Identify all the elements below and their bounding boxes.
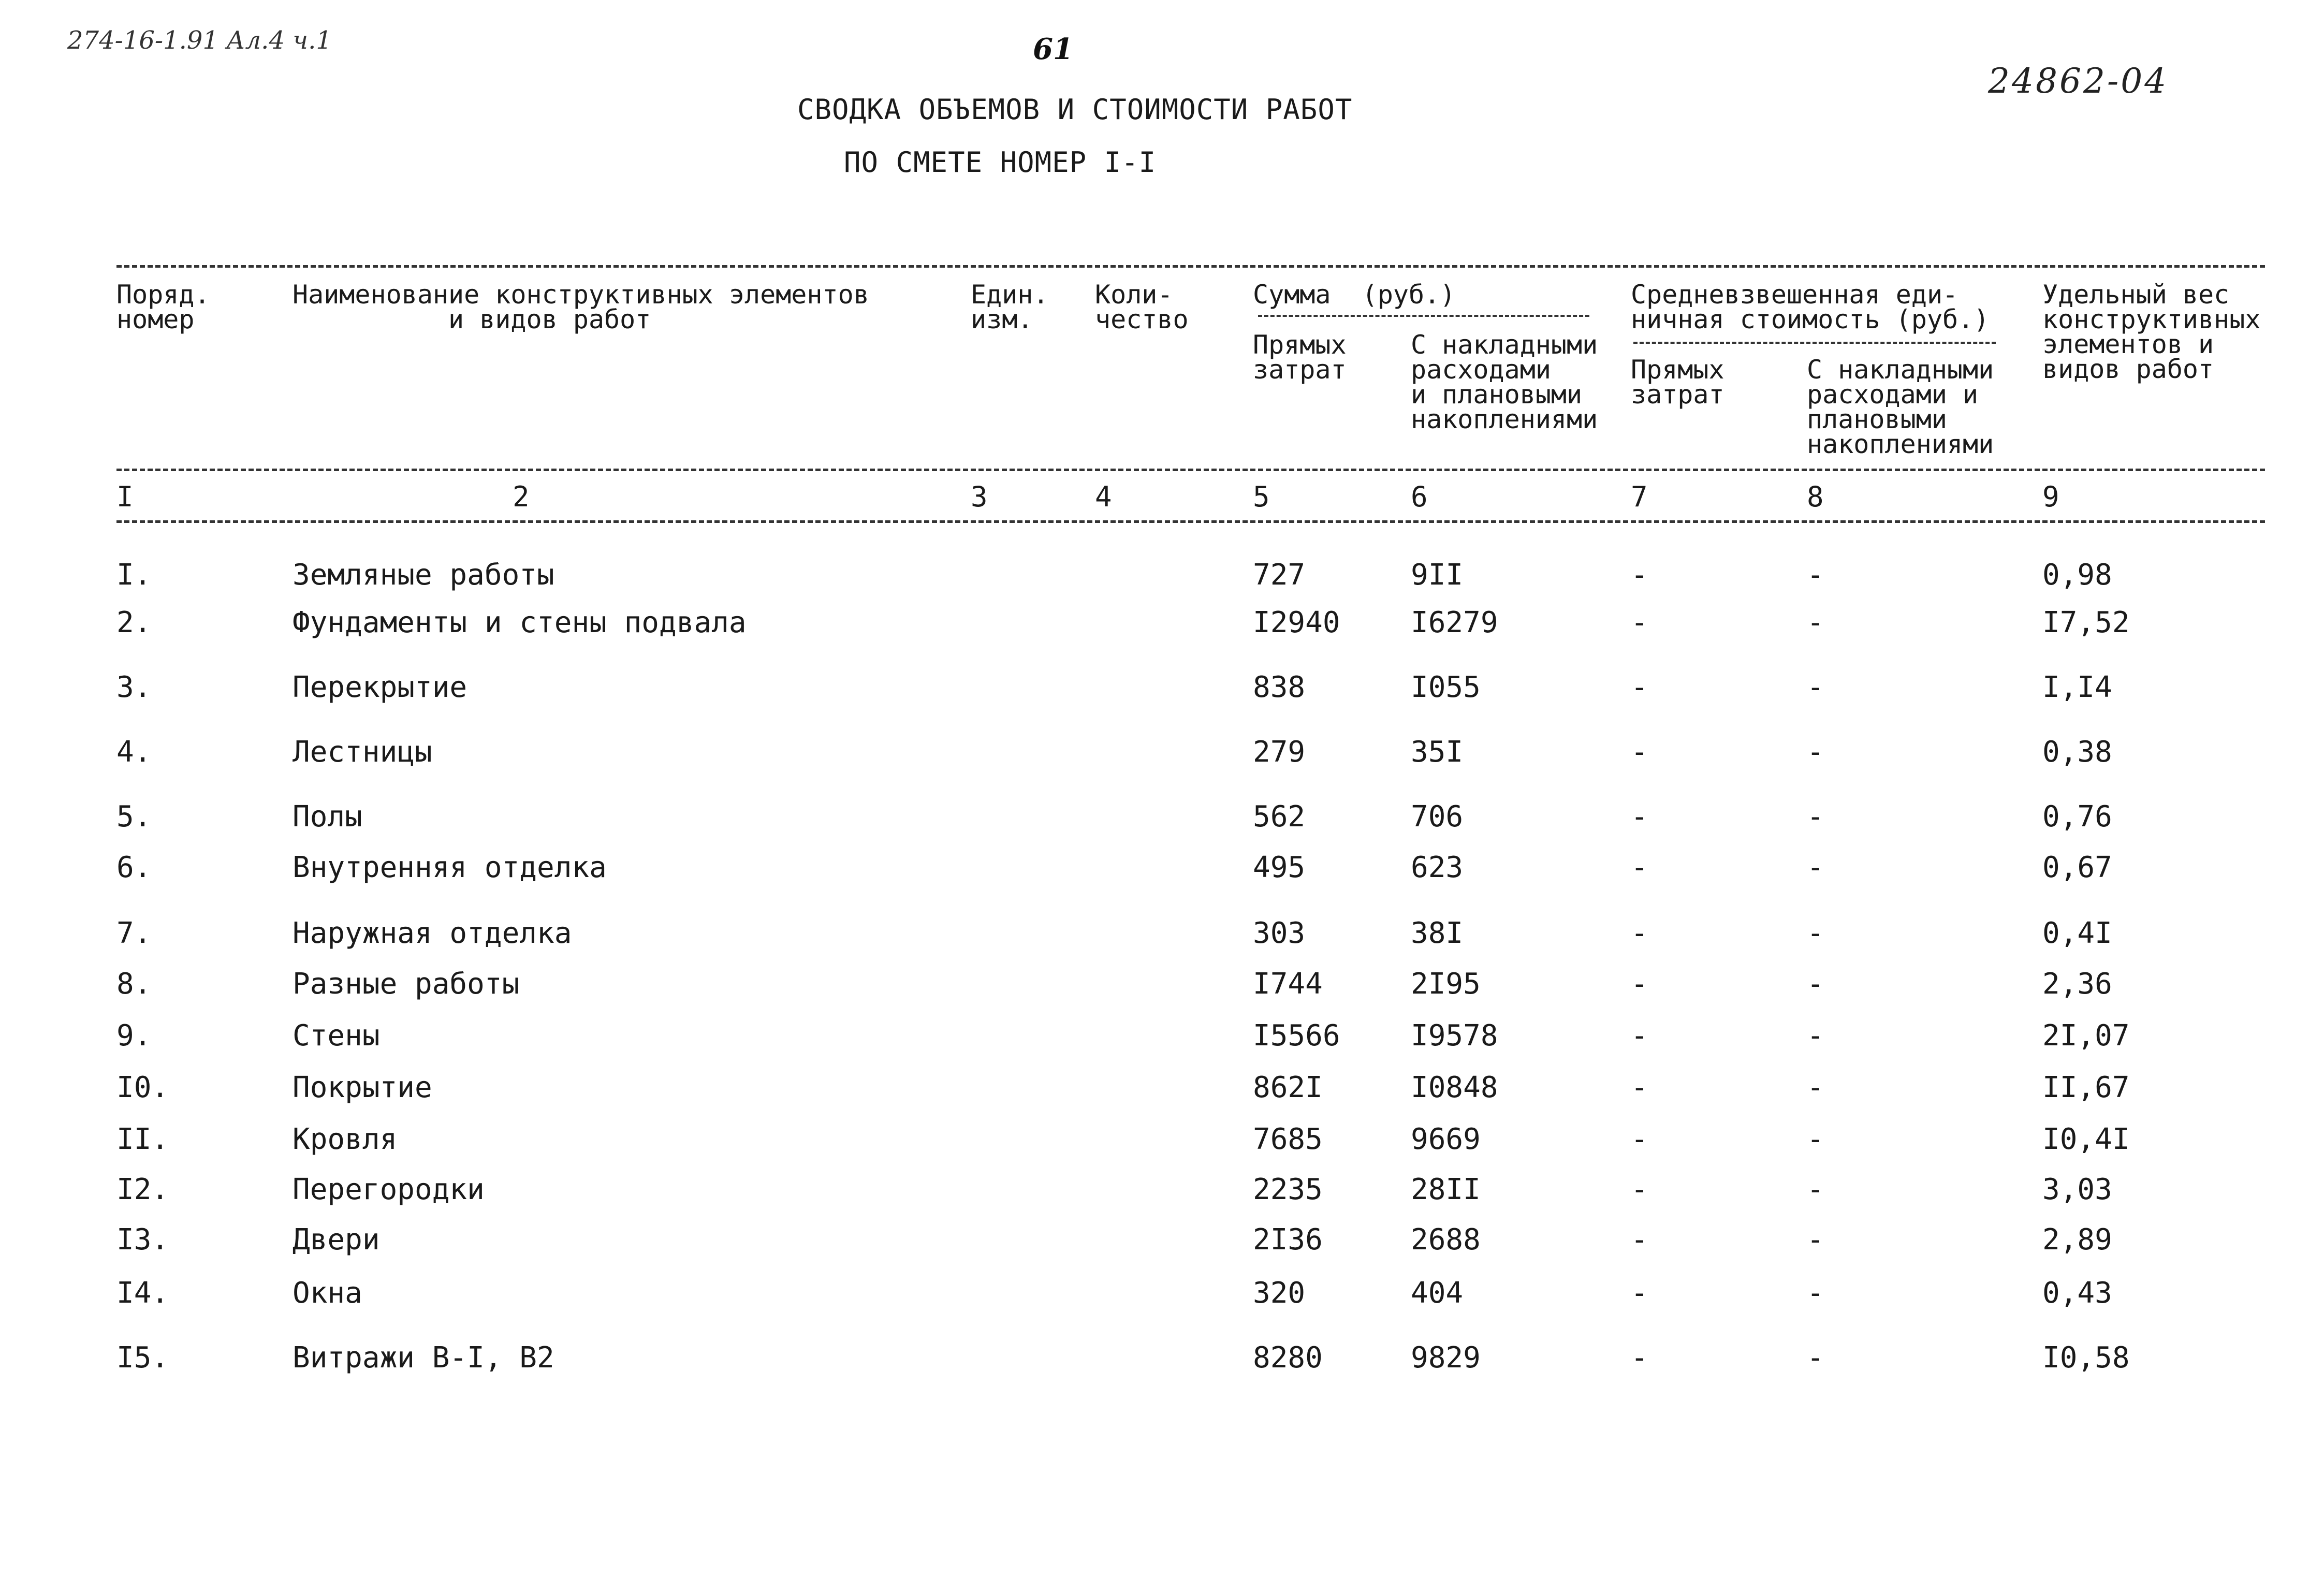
row-name: Двери <box>293 1223 380 1257</box>
row-name: Полы <box>293 800 362 834</box>
column-number: 4 <box>1095 480 1112 513</box>
row-weight: 2,36 <box>2042 967 2112 1001</box>
avg-divider <box>1633 342 1996 344</box>
header-weight: Удельный вес конструктивных элементов и видов работ <box>2042 280 2261 384</box>
row-avg-overhead: - <box>1807 1276 1824 1310</box>
row-number: I0. <box>116 1071 169 1104</box>
row-avg-overhead: - <box>1807 800 1824 834</box>
column-number: 8 <box>1807 480 1824 513</box>
column-number: I <box>116 480 134 513</box>
row-avg-direct: - <box>1631 670 1648 704</box>
row-direct-cost: 495 <box>1253 851 1306 884</box>
row-weight: 3,03 <box>2042 1173 2112 1206</box>
row-weight: 0,76 <box>2042 800 2112 834</box>
row-overhead-cost: 9829 <box>1411 1341 1481 1375</box>
row-name: Земляные работы <box>293 558 554 592</box>
document-number: 24862-04 <box>1988 61 2169 101</box>
row-number: 7. <box>116 916 152 950</box>
row-weight: 0,38 <box>2042 735 2112 769</box>
row-avg-direct: - <box>1631 1223 1648 1257</box>
row-name: Стены <box>293 1019 380 1053</box>
row-name: Покрытие <box>293 1071 432 1104</box>
row-avg-direct: - <box>1631 1019 1648 1053</box>
row-name: Внутренняя отделка <box>293 851 607 884</box>
row-avg-overhead: - <box>1807 606 1824 639</box>
row-direct-cost: 862I <box>1253 1071 1323 1104</box>
row-avg-direct: - <box>1631 851 1648 884</box>
page-number: 61 <box>1033 32 1073 66</box>
row-number: I2. <box>116 1173 169 1206</box>
row-number: 3. <box>116 670 152 704</box>
archive-code: 274-16-1.91 Ал.4 ч.1 <box>67 26 332 55</box>
row-overhead-cost: I055 <box>1411 670 1481 704</box>
row-avg-overhead: - <box>1807 1122 1824 1156</box>
row-overhead-cost: 9669 <box>1411 1122 1481 1156</box>
row-weight: 2,89 <box>2042 1223 2112 1257</box>
row-avg-overhead: - <box>1807 916 1824 950</box>
row-direct-cost: I2940 <box>1253 606 1340 639</box>
header-top-rule <box>116 265 2265 268</box>
header-bottom-rule <box>116 520 2265 523</box>
row-weight: I0,58 <box>2042 1341 2130 1375</box>
row-weight: 0,4I <box>2042 916 2112 950</box>
row-direct-cost: 303 <box>1253 916 1306 950</box>
row-overhead-cost: 2688 <box>1411 1223 1481 1257</box>
row-name: Лестницы <box>293 735 432 769</box>
row-name: Окна <box>293 1276 362 1310</box>
row-name: Фундаменты и стены подвала <box>293 606 747 639</box>
column-number: 7 <box>1631 480 1648 513</box>
row-avg-overhead: - <box>1807 1341 1824 1375</box>
row-avg-overhead: - <box>1807 851 1824 884</box>
row-direct-cost: 8280 <box>1253 1341 1323 1375</box>
column-number: 6 <box>1411 480 1428 513</box>
row-avg-direct: - <box>1631 1071 1648 1104</box>
row-avg-direct: - <box>1631 800 1648 834</box>
document-subtitle: ПО СМЕТЕ НОМЕР I-I <box>844 146 1157 179</box>
row-direct-cost: 562 <box>1253 800 1306 834</box>
row-name: Наружная отделка <box>293 916 572 950</box>
row-number: I5. <box>116 1341 169 1375</box>
row-direct-cost: 279 <box>1253 735 1306 769</box>
row-number: II. <box>116 1122 169 1156</box>
row-weight: 2I,07 <box>2042 1019 2130 1053</box>
row-overhead-cost: 38I <box>1411 916 1464 950</box>
header-order: Поряд. номер <box>116 280 210 334</box>
column-number: 2 <box>513 480 530 513</box>
row-direct-cost: I5566 <box>1253 1019 1340 1053</box>
row-overhead-cost: 623 <box>1411 851 1464 884</box>
header-avg-direct: Прямых затрат <box>1631 355 1724 410</box>
row-weight: 0,43 <box>2042 1276 2112 1310</box>
row-avg-direct: - <box>1631 606 1648 639</box>
row-number: 4. <box>116 735 152 769</box>
row-direct-cost: 2235 <box>1253 1173 1323 1206</box>
row-weight: II,67 <box>2042 1071 2130 1104</box>
row-number: 2. <box>116 606 152 639</box>
row-overhead-cost: 404 <box>1411 1276 1464 1310</box>
row-overhead-cost: 28II <box>1411 1173 1481 1206</box>
row-weight: I7,52 <box>2042 606 2130 639</box>
row-avg-direct: - <box>1631 967 1648 1001</box>
row-number: 5. <box>116 800 152 834</box>
header-unit: Един. изм. <box>971 280 1049 334</box>
row-name: Перекрытие <box>293 670 467 704</box>
row-avg-overhead: - <box>1807 1019 1824 1053</box>
row-avg-overhead: - <box>1807 1173 1824 1206</box>
row-direct-cost: 320 <box>1253 1276 1306 1310</box>
row-number: 8. <box>116 967 152 1001</box>
row-number: 9. <box>116 1019 152 1053</box>
row-weight: 0,67 <box>2042 851 2112 884</box>
row-avg-overhead: - <box>1807 1223 1824 1257</box>
row-overhead-cost: 706 <box>1411 800 1464 834</box>
header-quantity: Коли- чество <box>1095 280 1189 334</box>
row-avg-overhead: - <box>1807 967 1824 1001</box>
row-name: Разные работы <box>293 967 520 1001</box>
row-number: 6. <box>116 851 152 884</box>
row-direct-cost: 727 <box>1253 558 1306 592</box>
row-avg-direct: - <box>1631 1276 1648 1310</box>
row-direct-cost: 2I36 <box>1253 1223 1323 1257</box>
row-avg-direct: - <box>1631 1341 1648 1375</box>
row-number: I4. <box>116 1276 169 1310</box>
row-overhead-cost: I6279 <box>1411 606 1498 639</box>
row-avg-overhead: - <box>1807 558 1824 592</box>
row-avg-overhead: - <box>1807 1071 1824 1104</box>
row-name: Перегородки <box>293 1173 485 1206</box>
row-weight: I0,4I <box>2042 1122 2130 1156</box>
row-overhead-cost: 9II <box>1411 558 1464 592</box>
row-avg-direct: - <box>1631 558 1648 592</box>
row-weight: 0,98 <box>2042 558 2112 592</box>
row-avg-direct: - <box>1631 735 1648 769</box>
header-name: Наименование конструктивных элементов и видов работ <box>293 280 869 334</box>
document-title: СВОДКА ОБЪЕМОВ И СТОИМОСТИ РАБОТ <box>797 93 1353 126</box>
row-direct-cost: I744 <box>1253 967 1323 1001</box>
row-avg-direct: - <box>1631 1122 1648 1156</box>
header-sum: Сумма (руб.) <box>1253 280 1456 310</box>
row-number: I3. <box>116 1223 169 1257</box>
header-sum-direct: Прямых затрат <box>1253 330 1347 385</box>
row-overhead-cost: 35I <box>1411 735 1464 769</box>
row-overhead-cost: I0848 <box>1411 1071 1498 1104</box>
row-avg-direct: - <box>1631 1173 1648 1206</box>
row-name: Витражи В-I, В2 <box>293 1341 554 1375</box>
row-direct-cost: 7685 <box>1253 1122 1323 1156</box>
sum-divider <box>1258 315 1589 317</box>
row-overhead-cost: 2I95 <box>1411 967 1481 1001</box>
row-avg-overhead: - <box>1807 670 1824 704</box>
header-sum-overhead: С накладными расходами и плановыми накоплениями <box>1411 330 1598 434</box>
column-number: 3 <box>971 480 988 513</box>
column-number: 5 <box>1253 480 1270 513</box>
row-name: Кровля <box>293 1122 398 1156</box>
row-weight: I,I4 <box>2042 670 2112 704</box>
column-number: 9 <box>2042 480 2059 513</box>
row-number: I. <box>116 558 152 592</box>
header-avg-overhead: С накладными расходами и плановыми накоплениями <box>1807 355 1994 459</box>
row-overhead-cost: I9578 <box>1411 1019 1498 1053</box>
header-avg-cost: Средневзвешенная еди- ничная стоимость (руб.) <box>1631 280 1990 334</box>
header-mid-rule <box>116 469 2265 471</box>
row-avg-overhead: - <box>1807 735 1824 769</box>
row-direct-cost: 838 <box>1253 670 1306 704</box>
row-avg-direct: - <box>1631 916 1648 950</box>
